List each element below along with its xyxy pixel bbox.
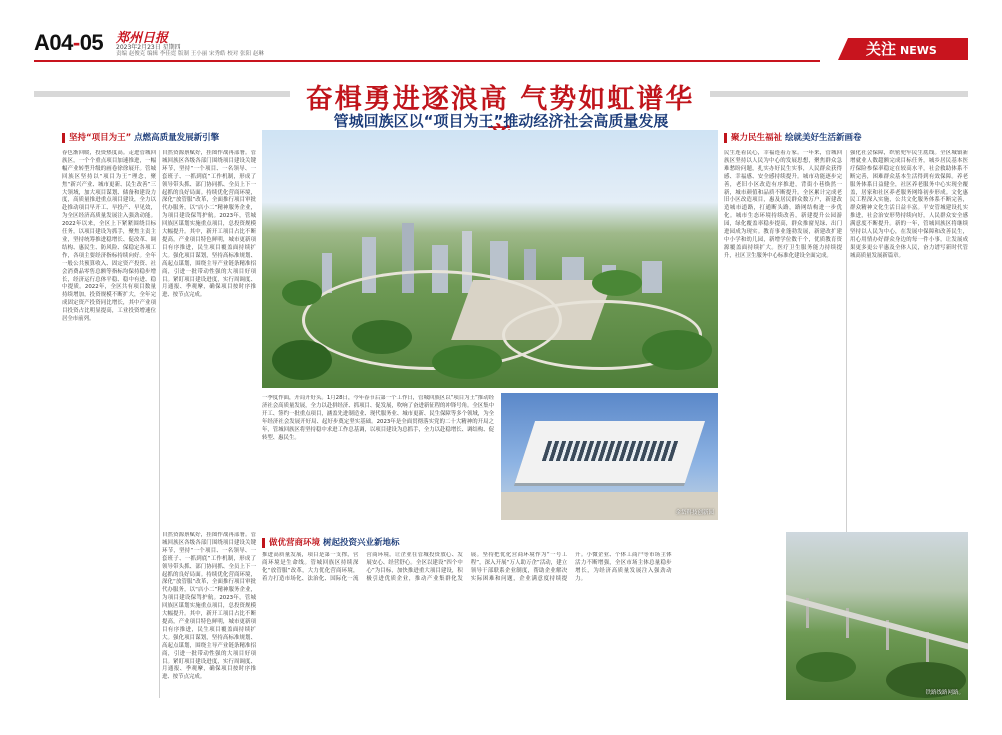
- page-dash: -: [72, 30, 80, 55]
- building-photo-caption: 金岱科技创新园: [675, 510, 714, 516]
- headline-bar-left: [34, 91, 290, 97]
- article-column-1: 春色渐回暖，投资热度高。走进管城回族区，一个个重点项目加速推进，一幅幅产业转型升级的画卷徐徐展开。管城回族区坚持以“项目为王”理念，聚焦“新兴产业、城市更新、民生改善”三大领域，加大项目谋划、储备和建设力度，高质量推进重点项目建设，全力以赴推动项目早开工、早投产、早见效，为全区经济高质量发展注入强劲动能。2022年以来，全区上下紧紧围绕目标任务，以项目建设为抓手，聚焦主责主业，坚持统筹推进稳增长、促改革、调结构、惠民生、防风险、保稳定各项工作，各项主要经济指标持续向好。全年一般公共预算收入、固定资产投资、社会消费品零售总额等指标均保持稳步增长，经济运行总体平稳、稳中有进、稳中提质。2022年，全区共有项目数量持续增加，投资规模不断扩大，全年完成固定资产投资同比增长，其中产业项目投资占比明显提高，工业投资增速位居全市前列。: [62, 150, 156, 323]
- subheadline: 管城回族区以“项目为王”推动经济社会高质量发展: [333, 112, 669, 130]
- section-banner: [848, 38, 968, 60]
- section-title-bottom: [262, 538, 400, 548]
- article-column-3: 民生连着民心，幸福连着万家。一年来，管城回族区坚持以人民为中心的发展思想，聚焦群众急难愁盼问题，扎实办好民生实事，人民群众获得感、幸福感、安全感持续提升。城市功能逐步完善，老旧小区改造有序推进，背街小巷焕然一新，城市颜值和品质不断提升。全区累计完成老旧小区改造项目，惠及居民群众数万户，新建改造城市道路，打通断头路，路网结构进一步优化。城市生态环境持续改善，新建提升公园游园，绿化覆盖率稳步提高，群众推窗见绿、出门进园成为现实。教育事业蓬勃发展，新建改扩建中小学和幼儿园，新增学位数千个，优质教育资源覆盖面持续扩大。医疗卫生服务能力持续提升，社区卫生服务中心标准化建设全面完成。: [724, 150, 842, 259]
- editor-credits: 责编 赵俊克 编辑 李佳霓 版制 王小丽 宋秀皓 校对 张阳 赵琳: [116, 51, 264, 57]
- section-title-left: [62, 133, 219, 143]
- article-column-2: 自然资源禀赋好，挂图作战再部署。管城回族区各级各部门围绕项目建设关键环节，坚持“一个项目、一名领导、一套班子、一抓到底”工作机制，形成了领导带头抓、部门协同抓、全员上下一起抓的良好局面。持续优化营商环境，深化“放管服”改革，全面推行项目审批代办服务，以“店小二”精神服务企业，为项目建设保驾护航。2023年，管城回族区谋划实施重点项目，总投资规模大幅提升。其中，新开工项目占比不断提高，产业项目特色鲜明，城市更新项目有序推进，民生项目覆盖面持续扩大。强化项目谋划，坚持高标准规划、高起点谋划，围绕主导产业链条精准招商，引进一批带动性强的大项目好项目。紧盯项目建设进度，实行周调度、月通报、季观摩，确保项目按时序推进、按节点完成。: [162, 150, 256, 299]
- lead-paragraph: 一季度作面，开局开好头。1月28日，今年春节后第一个工作日，管城回族区以“项目为王”推动经济社会高质量发展，全力以赴拼经济、抓项目、促发展，吹响了奋进新征程的冲锋号角。全区集中开工、签约一批重点项目，涵盖先进制造业、现代服务业、城市更新、民生保障等多个领域，为全年经济社会发展开好局、起好步奠定坚实基础。2023年是全面贯彻落实党的二十大精神的开局之年，管城回族区将坚持稳中求进工作总基调，以项目建设为总抓手，全力以赴稳增长、调结构、促转型、惠民生。: [262, 395, 494, 441]
- railway-photo-caption: 铁路线路网路。: [925, 690, 964, 696]
- page-number: [34, 30, 103, 56]
- paper-logo: 郑州日报: [116, 31, 169, 46]
- building-photo: [501, 393, 718, 520]
- section-title-right-rest: 绘就美好生活新画卷: [784, 133, 862, 143]
- page-header: [0, 0, 1002, 58]
- page-code: A04: [34, 30, 73, 55]
- bottom-article: 推进高质量发展，项目是第一支撑，营商环境是生命线。管城回族区持续深化“放管服”改革，大力优化营商环境，着力打造市场化、法治化、国际化一流营商环境，让企业在管城投资放心、发展安心、经营舒心。全区以建设“四个中心”为目标，加快推进重大项目建设，积极引进优质企业，推动产业集群化发展。坚持把优化营商环境作为“一号工程”，深入开展“万人助万企”活动，建立领导干部联系企业制度，帮助企业解决实际困难和问题，企业满意度持续提升。小微企业、个体工商户等市场主体活力不断增强，全区市场主体总量稳步增长，为经济高质量发展注入强劲动力。: [262, 552, 672, 582]
- headline: 奋楫勇进逐浪高 气势如虹谱华: [305, 84, 695, 115]
- railway-photo: [786, 532, 968, 700]
- section-title-left-key: 坚持“项目为王”: [69, 133, 132, 143]
- article-column-4: 强化社会保障，织密兜牢民生底线。全区城镇新增就业人数超额完成目标任务，城乡居民基本医疗保险参保率稳定在较高水平，社会救助体系不断完善，困难群众基本生活得到有效保障。养老服务体系日益健全，社区养老服务中心实现全覆盖，居家和社区养老服务网络初步形成。文化惠民工程深入实施，公共文化服务体系不断完善，群众精神文化生活日益丰富。平安管城建设扎实推进，社会治安形势持续向好，人民群众安全感满意度不断提升。新的一年，管城回族区将继续坚持以人民为中心，在发展中保障和改善民生，用心用情办好群众身边的每一件小事，让发展成果更多更公平惠及全体人民，奋力谱写新时代管城高质量发展新篇章。: [850, 150, 968, 259]
- section-title-right-key: 聚力民生福祉: [731, 133, 783, 143]
- section-label: 关注: [866, 40, 897, 58]
- header-rule: [34, 60, 820, 62]
- section-title-left-rest: 点燃高质量发展新引擎: [134, 133, 220, 143]
- section-title-bottom-rest: 树起投资兴业新地标: [322, 538, 400, 548]
- section-title-bottom-key: 做优营商环境: [269, 538, 321, 548]
- column-divider: [159, 150, 160, 698]
- page-num: 05: [79, 30, 104, 55]
- park-aerial-photo: [262, 130, 718, 388]
- section-title-right: [724, 133, 862, 143]
- headline-bar-right: [710, 91, 968, 97]
- article-column-2b: 自然资源禀赋好，挂图作战再部署。管城回族区各级各部门围绕项目建设关键环节，坚持“一个项目、一名领导、一套班子、一抓到底”工作机制，形成了领导带头抓、部门协同抓、全员上下一起抓的良好局面。持续优化营商环境，深化“放管服”改革，全面推行项目审批代办服务，以“店小二”精神服务企业，为项目建设保驾护航。2023年，管城回族区谋划实施重点项目，总投资规模大幅提升。其中，新开工项目占比不断提高，产业项目特色鲜明，城市更新项目有序推进，民生项目覆盖面持续扩大。强化项目谋划，坚持高标准规划、高起点谋划，围绕主导产业链条精准招商，引进一批带动性强的大项目好项目。紧盯项目建设进度，实行周调度、月通报、季观摩，确保项目按时序推进、按节点完成。: [162, 532, 256, 681]
- section-label-en: NEWS: [900, 44, 937, 57]
- issue-date: 2023年2月23日 星期四: [116, 44, 181, 51]
